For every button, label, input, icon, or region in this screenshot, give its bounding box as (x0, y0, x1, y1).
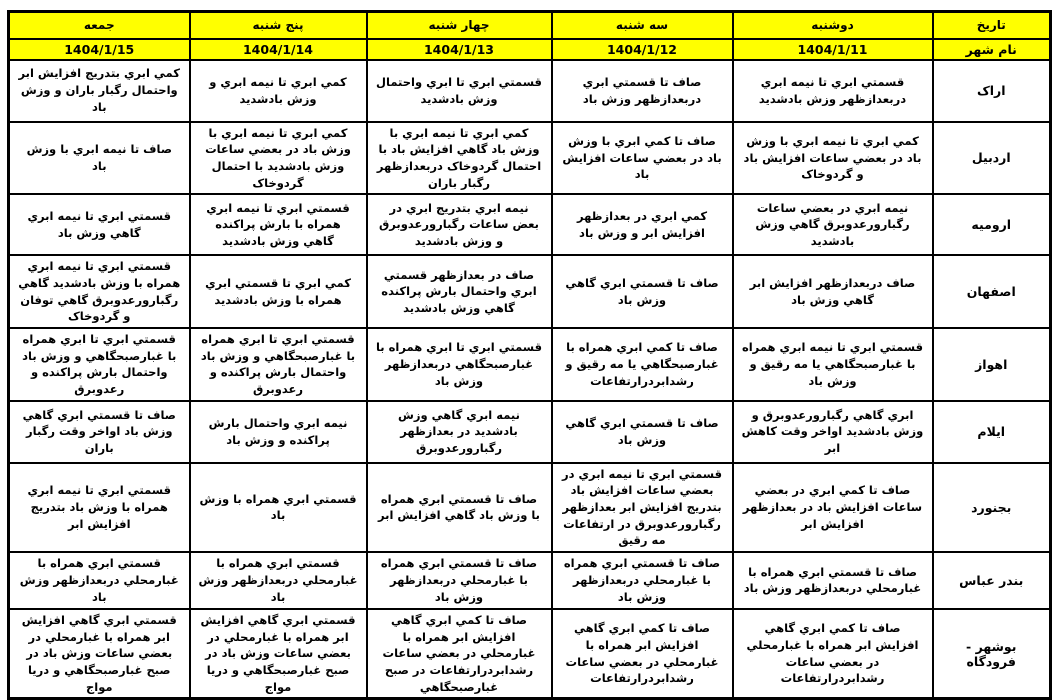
forecast-cell: صاف تا قسمتي ابري گاهي وزش باد اواخر وقت رگبار باران (9, 401, 190, 463)
forecast-cell: صاف تا قسمتي ابري گاهي وزش باد (552, 401, 733, 463)
table-row (9, 194, 1051, 255)
forecast-cell: قسمتي ابري گاهي افزايش ابر همراه با غبارمحلي در بعضي ساعات وزش باد در صبح غبارصبحگاهي و دريا مواج (9, 609, 190, 699)
forecast-cell: قسمتي ابري تا نيمه ابري همراه با وزش باد بتدريج افزايش ابر (9, 463, 190, 552)
forecast-cell: قسمتي ابري تا نيمه ابري گاهي وزش باد (9, 194, 190, 255)
forecast-cell: قسمتي ابري همراه با غبارمحلي دربعدازظهر وزش باد (190, 552, 367, 609)
city-name-cell: اصفهان (933, 255, 1051, 328)
city-name-cell: ایلام (933, 401, 1051, 463)
table-row (9, 255, 1051, 328)
forecast-cell: صاف تا نيمه ابري با وزش باد (9, 122, 190, 195)
forecast-cell: صاف در بعدازظهر قسمتي ابري واحتمال بارش پراكنده گاهي وزش بادشديد (367, 255, 552, 328)
forecast-cell: صاف تا كمي ابري گاهي افزايش ابر همراه با غبارمحلي در بعضي ساعات رشدابردرارتفاعات در صبح غبارصبحگاهي (367, 609, 552, 699)
table-header (9, 12, 1051, 60)
forecast-cell: قسمتي ابري تا نيمه ابري همراه با بارش پراكنده گاهي وزش بادشديد (190, 194, 367, 255)
corner-date-label: تاریخ (933, 12, 1051, 39)
forecast-cell: كمي ابري در بعدازظهر افزايش ابر و وزش باد (552, 194, 733, 255)
forecast-cell: قسمتي ابري تا نيمه ابري در بعضي ساعات افزايش باد بتدريج افزايش ابر بعدازظهر رگبارورعدوبرق در ارتفاعات مه رقيق (552, 463, 733, 552)
table-row (9, 552, 1051, 609)
city-name-cell: ارومیه (933, 194, 1051, 255)
forecast-cell: صاف تا قسمتي ابري همراه با غبارمحلي دربعدازظهر وزش باد (552, 552, 733, 609)
forecast-cell: صاف تا كمي ابري در بعضي ساعات افزايش باد در بعدازظهر افزايش ابر (733, 463, 933, 552)
day-header-thursday: پنج شنبه (190, 12, 367, 39)
forecast-cell: صاف تا كمي ابري همراه با غبارصبحگاهي يا مه رقيق و رشدابردرارتفاعات (552, 328, 733, 401)
forecast-cell: كمي ابري بتدريج افزايش ابر واحتمال رگبار باران و وزش باد (9, 60, 190, 122)
table-row (9, 60, 1051, 122)
forecast-cell: قسمتي ابري تا نيمه ابري دربعدازظهر وزش بادشديد (733, 60, 933, 122)
forecast-cell: صاف تا كمي ابري گاهي افزايش ابر همراه با غبارمحلي در بعضي ساعات رشدابردرارتفاعات (733, 609, 933, 699)
forecast-cell: قسمتي ابري گاهي افزايش ابر همراه با غبارمحلي در بعضي ساعات وزش باد در صبح غبارصبحگاهي و دريا مواج (190, 609, 367, 699)
day-header-friday: جمعه (9, 12, 190, 39)
forecast-cell: قسمتي ابري تا ابري همراه با غبارصبحگاهي و وزش باد واحتمال بارش پراكنده و رعدوبرق (190, 328, 367, 401)
forecast-cell: قسمتي ابري تا ابري همراه با غبارصبحگاهي و وزش باد واحتمال بارش پراكنده و رعدوبرق (9, 328, 190, 401)
city-name-cell: بجنورد (933, 463, 1051, 552)
date-header-wednesday: 1404/1/13 (367, 39, 552, 60)
day-header-tuesday: سه شنبه (552, 12, 733, 39)
table-row (9, 401, 1051, 463)
date-header-monday: 1404/1/11 (733, 39, 933, 60)
forecast-cell: صاف تا قسمتي ابري همراه با غبارمحلي دربعدازظهر وزش باد (367, 552, 552, 609)
day-header-monday: دوشنبه (733, 12, 933, 39)
forecast-cell: صاف تا قسمتي ابري همراه با غبارمحلي دربعدازظهر وزش باد (733, 552, 933, 609)
city-name-cell: اهواز (933, 328, 1051, 401)
forecast-cell: قسمتي ابري تا ابري واحتمال وزش بادشديد (367, 60, 552, 122)
table-row (9, 328, 1051, 401)
forecast-cell: قسمتي ابري همراه با وزش باد (190, 463, 367, 552)
table-row (9, 463, 1051, 552)
forecast-cell: نيمه ابري در بعضي ساعات رگبارورعدوبرق گاهي وزش بادشديد (733, 194, 933, 255)
forecast-cell: صاف تا كمي ابري با وزش باد در بعضي ساعات افزايش باد (552, 122, 733, 195)
forecast-cell: قسمتي ابري تا ابري همراه با غبارصبحگاهي دربعدازظهر وزش باد (367, 328, 552, 401)
city-name-cell: بوشهر - فرودگاه (933, 609, 1051, 699)
date-header-thursday: 1404/1/14 (190, 39, 367, 60)
forecast-cell: صاف تا قسمتي ابري دربعدازظهر وزش باد (552, 60, 733, 122)
forecast-cell: كمي ابري تا نيمه ابري و وزش بادشديد (190, 60, 367, 122)
table-row (9, 122, 1051, 195)
forecast-cell: نيمه ابري بتدريج ابري در بعض ساعات رگبارورعدوبرق و وزش بادشديد (367, 194, 552, 255)
day-header-wednesday: چهار شنبه (367, 12, 552, 39)
forecast-cell: نيمه ابري گاهي وزش بادشديد در بعدازظهر رگبارورعدوبرق (367, 401, 552, 463)
city-name-cell: بندر عباس (933, 552, 1051, 609)
city-name-cell: اراک (933, 60, 1051, 122)
table-row (9, 609, 1051, 699)
forecast-cell: قسمتي ابري تا نيمه ابري همراه با غبارصبحگاهي يا مه رقيق و وزش باد (733, 328, 933, 401)
date-header-tuesday: 1404/1/12 (552, 39, 733, 60)
forecast-cell: صاف تا كمي ابري گاهي افزايش ابر همراه با غبارمحلي در بعضي ساعات رشدابردرارتفاعات (552, 609, 733, 699)
forecast-cell: ابري گاهي رگبارورعدوبرق و وزش بادشديد اواخر وقت كاهش ابر (733, 401, 933, 463)
forecast-cell: قسمتي ابري تا نيمه ابري همراه با وزش بادشديد گاهي رگبارورعدوبرق گاهي توفان و گردوخاک (9, 255, 190, 328)
day-header-row (9, 12, 1051, 39)
date-header-row (9, 39, 1051, 60)
forecast-cell: كمي ابري تا نيمه ابري با وزش باد گاهي افزايش باد با احتمال گردوخاک دربعدازظهر رگبار باران (367, 122, 552, 195)
city-name-cell: اردبیل (933, 122, 1051, 195)
corner-city-label: نام شهر (933, 39, 1051, 60)
forecast-cell: كمي ابري تا نيمه ابري با وزش باد در بعضي ساعات افزايش باد و گردوخاک (733, 122, 933, 195)
forecast-cell: صاف تا قسمتي ابري همراه با وزش باد گاهي افزايش ابر (367, 463, 552, 552)
table-body (9, 60, 1051, 699)
forecast-cell: صاف دربعدازظهر افزايش ابر گاهي وزش باد (733, 255, 933, 328)
forecast-cell: قسمتي ابري همراه با غبارمحلي دربعدازظهر وزش باد (9, 552, 190, 609)
weather-forecast-table (7, 10, 1052, 700)
forecast-cell: صاف تا قسمتي ابري گاهي وزش باد (552, 255, 733, 328)
forecast-cell: نيمه ابري واحتمال بارش پراكنده و وزش باد (190, 401, 367, 463)
date-header-friday: 1404/1/15 (9, 39, 190, 60)
forecast-cell: كمي ابري تا قسمتي ابري همراه با وزش بادشديد (190, 255, 367, 328)
forecast-cell: كمي ابري تا نيمه ابري با وزش باد در بعضي ساعات وزش بادشديد با احتمال گردوخاک (190, 122, 367, 195)
